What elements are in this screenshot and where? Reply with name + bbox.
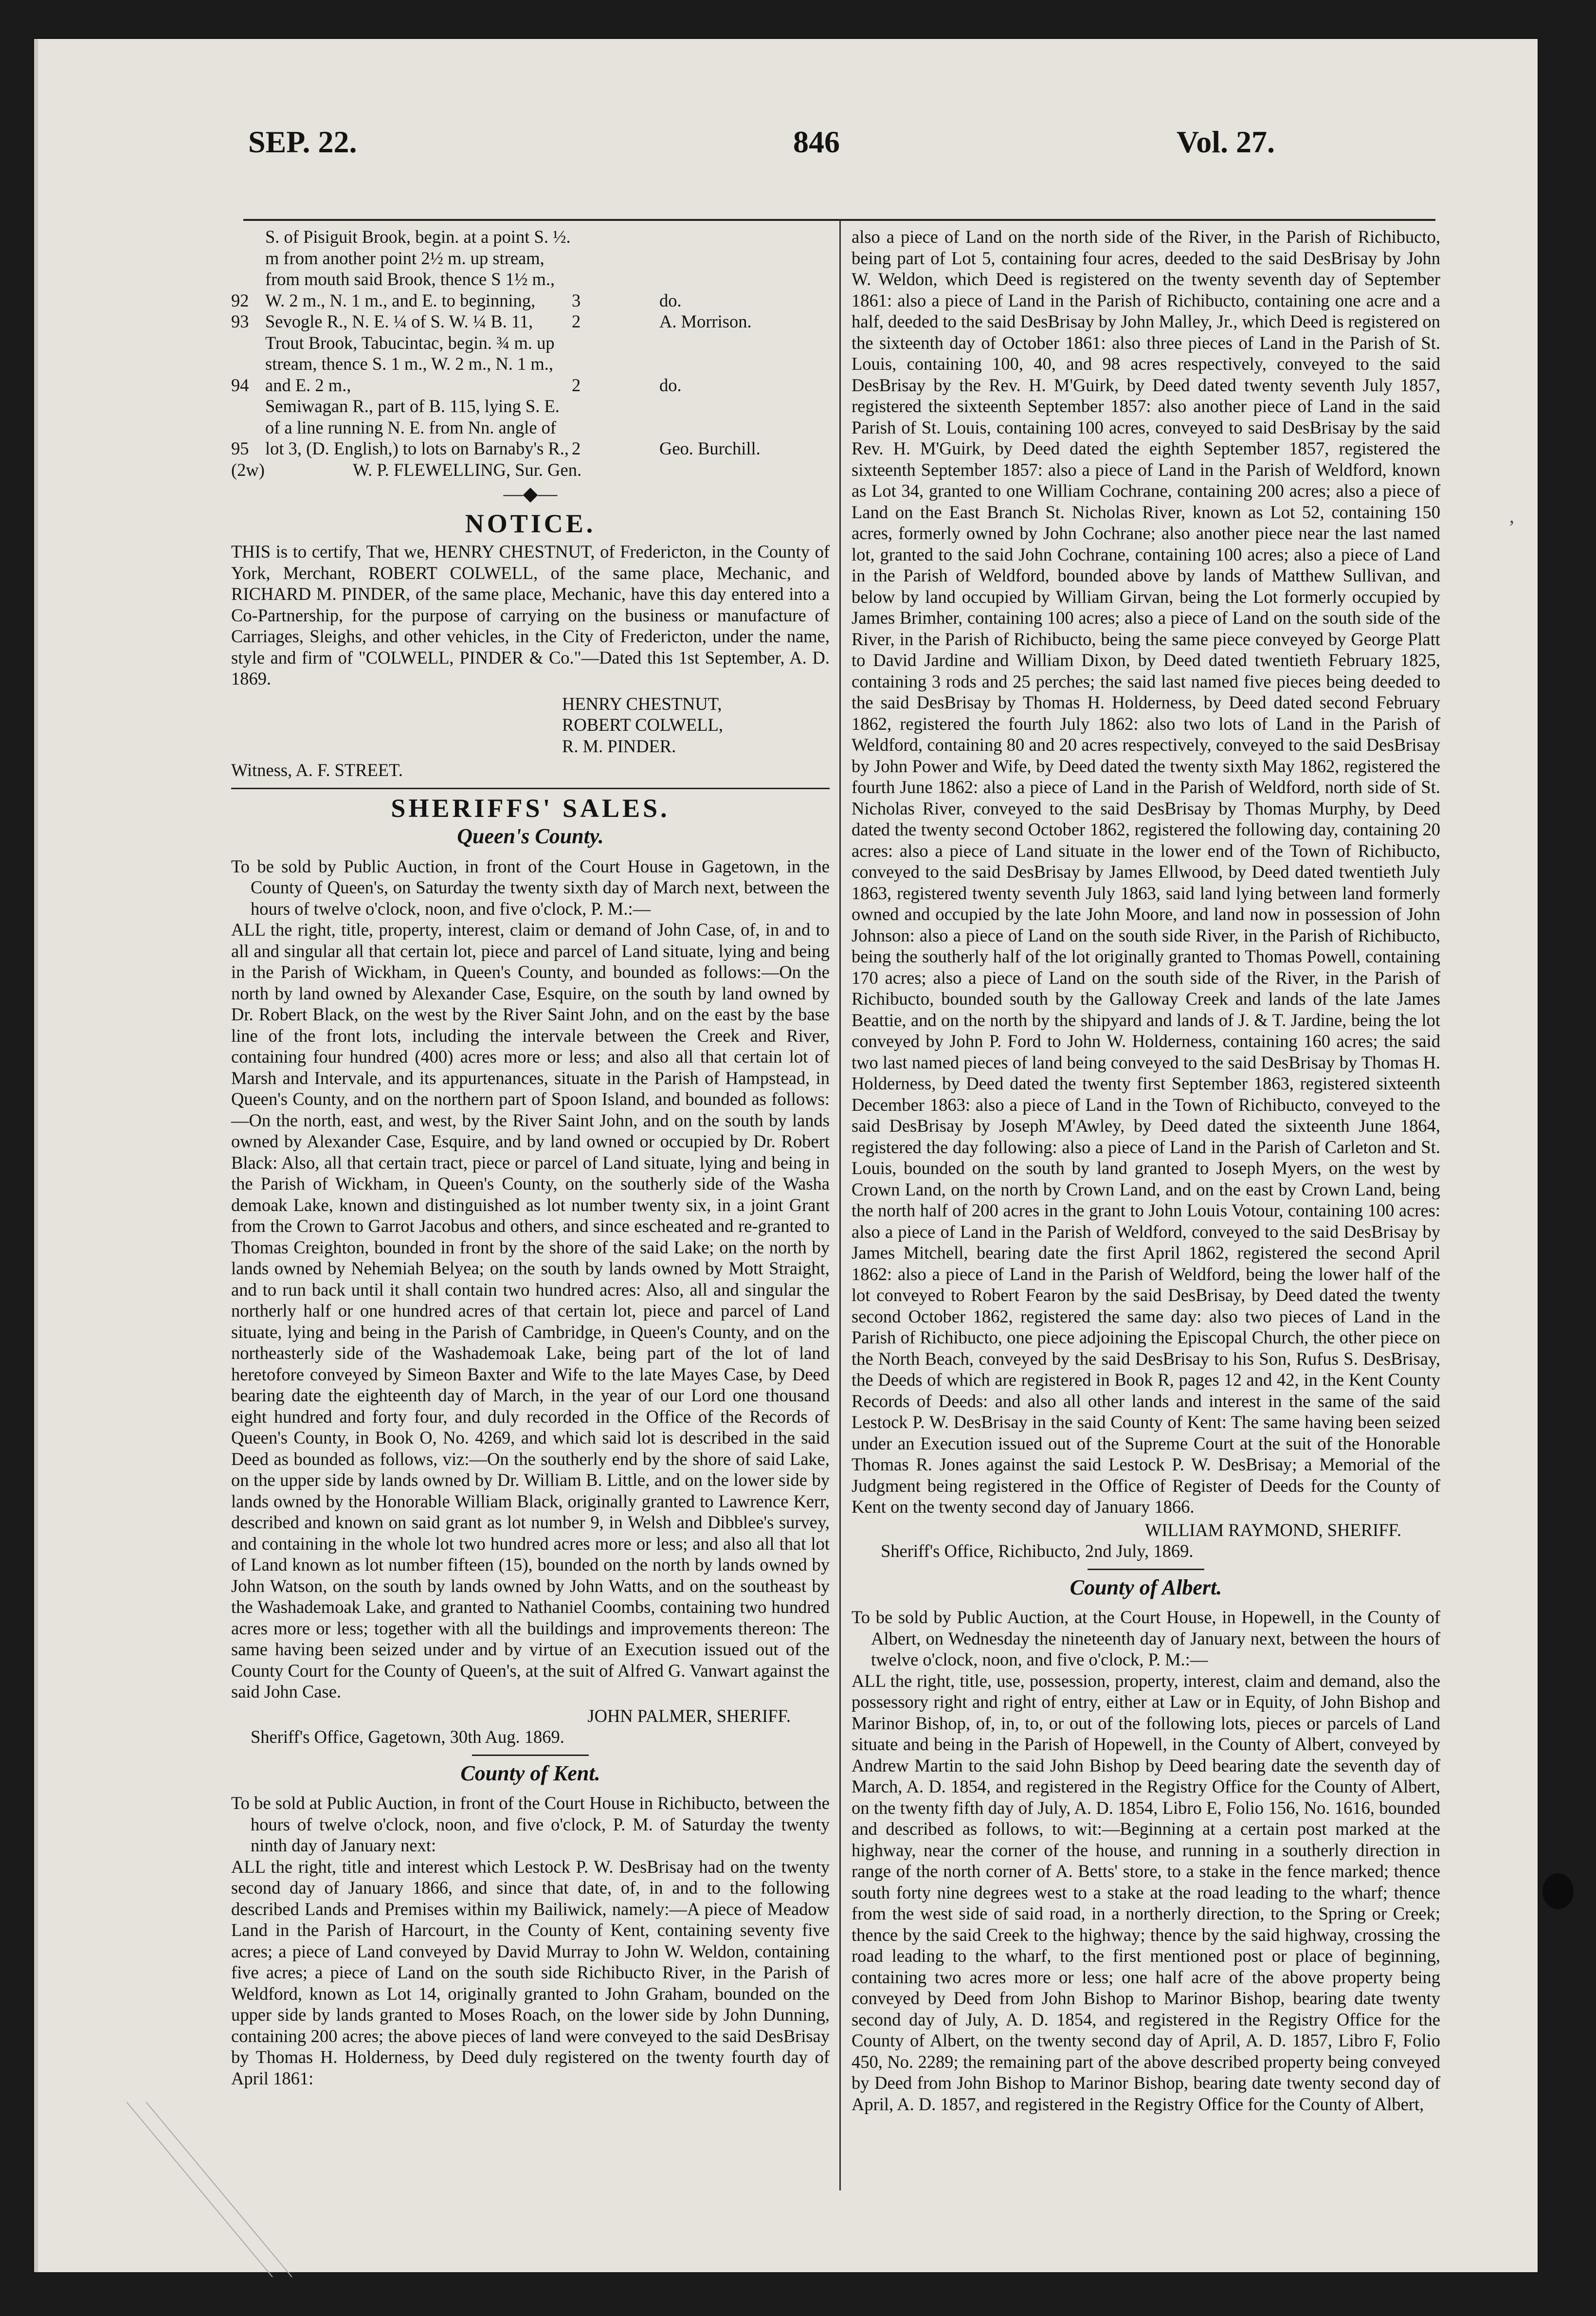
queens-office: Sheriff's Office, Gagetown, 30th Aug. 1869. [251, 1727, 564, 1747]
page-fold-lines [127, 2102, 370, 2277]
kent-office: Sheriff's Office, Richibucto, 2nd July, 1869. [881, 1541, 1194, 1561]
entry-description: Trout Brook, Tabucintac, begin. ¾ m. up stream, thence S. 1 m., W. 2 m., N. 1 m., and E. 2 m., [265, 332, 555, 395]
notice-text: THIS is to certify, That we, HENRY CHESTNUT, of Fredericton, in the County of York, Merchant, ROBERT COLWELL, of the same place, Mechanic, and RICHARD M. PINDER, of the same place, Mechanic, have this day entered into a Co-Partnership, for the purpose of carrying on the business or manufacture of Carriages, Sleighs, and other vehicles, in the City of Fredericton, under the name, style and firm of "COLWELL, PINDER & Co."—Dated this 1st September, A. D. 1869. [231, 542, 830, 688]
page-header [34, 124, 1538, 178]
right-column [852, 226, 1440, 2115]
notice-signer: R. M. PINDER. [562, 736, 676, 756]
queens-body: ALL the right, title, property, interest, claim or demand of John Case, of, in and to all and singular all that certain lot, piece and parcel of Land situate, lying and being in the Parish of Wickham, in Queen's County, and bounded as follows:—On the north by land owned by Alexander Case, Esquire, on the south by land owned by Dr. Robert Black, on the west by the River Saint John, and on the east by the base line of the front lots, including the intervale between the Creek and River, containing four hundred (400) acres more or less; and also all that certain lot of Marsh and Intervale, and its appurtenances, situate in the Parish of Hampstead, in Queen's County, and on the northern part of Spoon Island, and bounded as follows:—On the north, east, and west, by the River Saint John, and on the south by lands owned by Alexander Case, Esquire, and by land owned or occupied by Dr. Robert Black: Also, all that certain tract, piece or parcel of Land situate, lying and being in the Parish of Wickham, in Queen's County, on the southerly side of the Washa demoak Lake, known and distinguished as lot number twenty six, in a joint Grant from the Crown to Garrot Jacobus and others, and since escheated and re-granted to Thomas Creighton, bounded in front by the shore of the said Lake; on the north by lands owned by Nehemiah Belyea; on the south by lands owned by Mott Straight, and to run back until it shall contain two hundred acres: Also, all and singular the northerly half or one hundred acres of that certain lot, piece and parcel of Land situate, lying and being in the Parish of Cambridge, in Queen's County, and on the northeasterly side of the Washademoak Lake, being part of the lot of land heretofore conveyed by Simeon Baxter and Wife to the late Mayes Case, by Deed bearing date the eighteenth day of March, in the year of our Lord one thousand eight hundred and forty four, and duly recorded in the Office of the Records of Queen's County, in Book O, No. 4269, and which said lot is described in the said Deed as bounded as follows, viz:—On the southerly end by the shore of said Lake, on the upper side by lands owned by Dr. William B. Little, and on the lower side by lands owned by the Honorable William Black, originally granted to Lawrence Kerr, described and known on said grant as lot number 9, in Welsh and Dibblee's survey, and containing in the whole lot two hundred acres more or less; and also all that lot of Land known as lot number fifteen (15), bounded on the north by lands owned by John Watson, on the south by lands owned by John Watts, and on the southeast by the Washademoak Lake, and granted to Nathaniel Coombs, containing two hundred acres more or less; together with all the buildings and improvements thereon: The same having been seized under and by virtue of an Execution issued out of the County Court for the County of Queen's, at the suit of Alfred G. Vanwart against the said John Case. [231, 920, 830, 1701]
kent-intro: To be sold at Public Auction, in front of the Court House in Richibucto, between the hours of twelve o'clock, noon, and five o'clock, P. M. of Saturday the twenty ninth day of January next: [231, 1793, 830, 1855]
survey-entry [231, 332, 830, 396]
survey-entry [231, 226, 830, 311]
survey-list [231, 226, 830, 459]
left-column [231, 226, 830, 2089]
newspaper-page [34, 39, 1538, 2272]
entry-quantity: 2 [572, 438, 581, 458]
short-rule [472, 1755, 589, 1756]
albert-body: ALL the right, title, use, possession, property, interest, claim and demand, also the possessory right and right of entry, either at Law or in Equity, of John Bishop and Marinor Bishop, of, in, to, or out of the following lots, pieces or parcels of Land situate and being in the Parish of Hopewell, in the County of Albert, conveyed by Andrew Martin to the said John Bishop by Deed bearing date the seventh day of March, A. D. 1854, and registered in the Registry Office for the County of Albert, on the twenty fifth day of July, A. D. 1854, Libro E, Folio 156, No. 1616, bounded and described as follows, to wit:—Beginning at a certain post marked at the highway, near the corner of the house, and running in a southerly direction in range of the north corner of A. Betts' store, to a stake in the fence marked; thence south forty nine degrees west to a stake at the road leading to the wharf; thence from the west side of said road, in a northerly direction, to the Spring or Creek; thence by the said Creek to the highway; thence by the said highway, crossing the road leading to the wharf, to the first mentioned post or place of beginning, containing two acres more or less; one half acre of the above property being conveyed by Deed from John Bishop to Marinor Bishop, bearing date twenty second day of July, A. D. 1854, and registered in the Registry Office for the County of Albert, on the twenty second day of April, A. D. 1857, Libro F, Folio 450, No. 2289; the remaining part of the above described property being conveyed by Deed from John Bishop to Marinor Bishop, bearing date twenty second day of April, A. D. 1857, and registered in the Registry Office for the County of Albert, [852, 1670, 1440, 2114]
section-rule [231, 788, 830, 789]
volume-number: Vol. 27. [1176, 125, 1275, 159]
survey-entry [231, 396, 830, 459]
entry-description: Sevogle R., N. E. ¼ of S. W. ¼ B. 11, [265, 311, 533, 331]
page-number: 846 [793, 125, 840, 159]
kent-sheriff: WILLIAM RAYMOND, SHERIFF. [1144, 1520, 1401, 1540]
punch-hole [1542, 1873, 1574, 1909]
notice-heading: NOTICE. [465, 508, 596, 538]
entry-quantity: 2 [572, 375, 581, 395]
entry-quantity: 3 [572, 290, 581, 310]
entry-quantity: 2 [572, 311, 581, 331]
surveyor-note: (2w) [231, 459, 265, 480]
page-edge [34, 39, 38, 2272]
entry-number: 92 [231, 290, 249, 310]
kent-county-heading: County of Kent. [460, 1761, 600, 1785]
entry-description: S. of Pisiguit Brook, begin. at a point S. ½. m from another point 2½ m. up stream, from mouth said Brook, thence S 1½ m., W. 2 m., N. 1 m., and E. to beginning, [265, 227, 571, 310]
notice-signer: ROBERT COLWELL, [562, 715, 724, 735]
column-separator [839, 220, 841, 2190]
issue-date: SEP. 22. [248, 125, 357, 159]
surveyor-signature: W. P. FLEWELLING, Sur. Gen. [353, 459, 582, 480]
notice-witness: Witness, A. F. STREET. [231, 760, 403, 780]
short-rule [1088, 1569, 1204, 1570]
entry-number: 93 [231, 311, 249, 331]
albert-intro: To be sold by Public Auction, at the Court House, in Hopewell, in the County of Albert, on Wednesday the nineteenth day of January next, between the hours of twelve o'clock, noon, and five o'clock, P. M.:— [852, 1607, 1440, 1669]
queens-intro: To be sold by Public Auction, in front of the Court House in Gagetown, in the County of Queen's, on Saturday the twenty sixth day of March next, between the hours of twelve o'clock, noon, and five o'clock, P. M.:— [231, 856, 830, 919]
queens-county-heading: Queen's County. [457, 824, 604, 848]
queens-sheriff: JOHN PALMER, SHERIFF. [587, 1705, 791, 1726]
entry-description: Semiwagan R., part of B. 115, lying S. E. of a line running N. E. from Nn. angle of lot 3, (D. English,) to lots on Barnaby's R., [265, 396, 569, 458]
entry-name: Geo. Burchill. [659, 438, 761, 458]
survey-entry [231, 311, 830, 332]
entry-name: do. [659, 290, 682, 310]
sheriffs-sales-heading: SHERIFFS' SALES. [391, 793, 670, 823]
notice-signer: HENRY CHESTNUT, [562, 693, 722, 714]
entry-name: A. Morrison. [659, 311, 752, 331]
entry-number: 95 [231, 438, 249, 458]
ornament-divider: —◆— [503, 483, 558, 505]
stray-mark: ʼ [1508, 516, 1515, 538]
kent-continued: also a piece of Land on the north side of the River, in the Parish of Richibucto, being part of Lot 5, containing four acres, deeded to the said DesBrisay by John W. Weldon, which Deed is registered on the twenty seventh day of September 1861: also a piece of Land in the Parish of Richibucto, containing one acre and a half, deeded to the said DesBrisay by John Malley, Jr., which Deed is registered on the sixteenth day of October 1861: also three pieces of Land in the Parish of St. Louis, containing 100, 40, and 98 acres respectively, conveyed to the said DesBrisay by the Rev. H. M'Guirk, by Deed dated twenty seventh July 1857, registered the sixteenth September 1857: also another piece of Land in the said Parish of St. Louis, containing 100 acres, conveyed to said DesBrisay by the said Rev. H. M'Guirk, by Deed dated the eighth September 1857, registered the sixteenth September 1857: also a piece of Land in the Parish of Weldford, known as Lot 34, granted to one William Cochrane, containing 200 acres; also a piece of Land on the East Branch St. Nicholas River, known as Lot 52, containing 150 acres, formerly owned by John Cochrane; also another piece near the last named lot, granted to the said John Cochrane, containing 100 acres; also a piece of Land in the Parish of Weldford, bounded above by lands of Matthew Sullivan, and below by land occupied by William Girvan, being the Lot formerly occupied by James Brimher, containing 100 acres; also a piece of Land on the south side of the River, in the Parish of Richibucto, being the same piece conveyed by George Platt to David Jardine and William Dixon, by Deed dated twentieth February 1825, containing 3 rods and 25 perches; the said last named five pieces being deeded to the said DesBrisay by Thomas H. Holderness, by Deed dated second February 1862, registered the fourth July 1862: also two lots of Land in the Parish of Weldford, containing 80 and 20 acres respectively, conveyed to the said DesBrisay by John Power and Wife, by Deed dated the twenty sixth May 1862, registered the fourth June 1862: also a piece of Land in the Parish of Weldford, north side of St. Nicholas River, conveyed to the said DesBrisay by Thomas Murphy, by Deed dated the twenty second October 1862, registered the following day, containing 20 acres: also a piece of Land situate in the lower end of the Town of Richibucto, conveyed to the said DesBrisay by James Ellwood, by Deed dated twentieth July 1863, registered twenty seventh July 1863, said land lying between land formerly owned and occupied by the late John Moore, and land now in possession of John Johnson: also a piece of Land on the south side River, in the Parish of Richibucto, being the southerly half of the lot originally granted to Thomas Powell, containing 170 acres; also a piece of Land on the south side of the River, in the Parish of Richibucto, bounded south by the Galloway Creek and lands of the late James Beattie, and on the north by the shipyard and lands of J. & T. Jardine, being the lot conveyed by John P. Ford to John W. Holderness, containing 160 acres; the said two last named pieces of land being conveyed to the said DesBrisay by Thomas H. Holderness, by Deed dated the twenty first September 1863, registered sixteenth December 1863: also a piece of Land in the Town of Richibucto, conveyed to the said DesBrisay by Joseph M'Awley, by Deed dated the sixteenth June 1864, registered the day following: also a piece of Land in the Parish of Carleton and St. Louis, bounded on the south by land granted to Joseph Myers, on the west by Crown Land, on the north by Crown Land, and on the east by Crown Land, being the north half of 200 acres in the grant to John Louis Votour, containing 100 acres: also a piece of Land in the Parish of Weldford, conveyed to the said DesBrisay by James Mitchell, bearing date the first April 1862, registered the second April 1862: also a piece of Land in the Parish of Weldford, being the lower half of the lot conveyed to Robert Fearon by the said DesBrisay, by Deed dated the twenty second October 1862, registered the same day: also two pieces of Land in the Parish of Richibucto, one piece adjoining the Episcopal Church, the other piece on the North Beach, conveyed by the said DesBrisay to his Son, Rufus S. DesBrisay, the Deeds of which are registered in Book R, pages 12 and 42, in the Kent County Records of Deeds: and also all other lands and interest in the same of the said Lestock P. W. DesBrisay in the said County of Kent: The same having been seized under an Execution issued out of the Supreme Court at the suit of the Honorable Thomas R. Jones against the said Lestock P. W. DesBrisay; a Memorial of the Judgment being registered in the Office of Register of Deeds for the County of Kent on the twenty second day of January 1866. [852, 227, 1440, 1517]
albert-county-heading: County of Albert. [1070, 1575, 1222, 1599]
surveyor-signature-row [231, 459, 830, 481]
kent-body: ALL the right, title and interest which Lestock P. W. DesBrisay had on the twenty second day of January 1866, and since that date, of, in and to the following described Lands and Premises within my Bailiwick, namely:—A piece of Meadow Land in the Parish of Harcourt, in the County of Kent, containing seventy five acres; a piece of Land conveyed by David Murray to John W. Weldon, containing five acres; a piece of Land on the south side Richibucto River, in the Parish of Weldford, known as Lot 14, originally granted to John Graham, bounded on the upper side by lands granted to Moses Roach, on the lower side by John Dunning, containing 200 acres; the above pieces of land were conveyed to the said DesBrisay by Thomas H. Holderness, by Deed duly registered on the twenty fourth day of April 1861: [231, 1856, 830, 2088]
notice-signers [231, 693, 830, 757]
entry-name: do. [659, 375, 682, 395]
entry-number: 94 [231, 375, 249, 395]
